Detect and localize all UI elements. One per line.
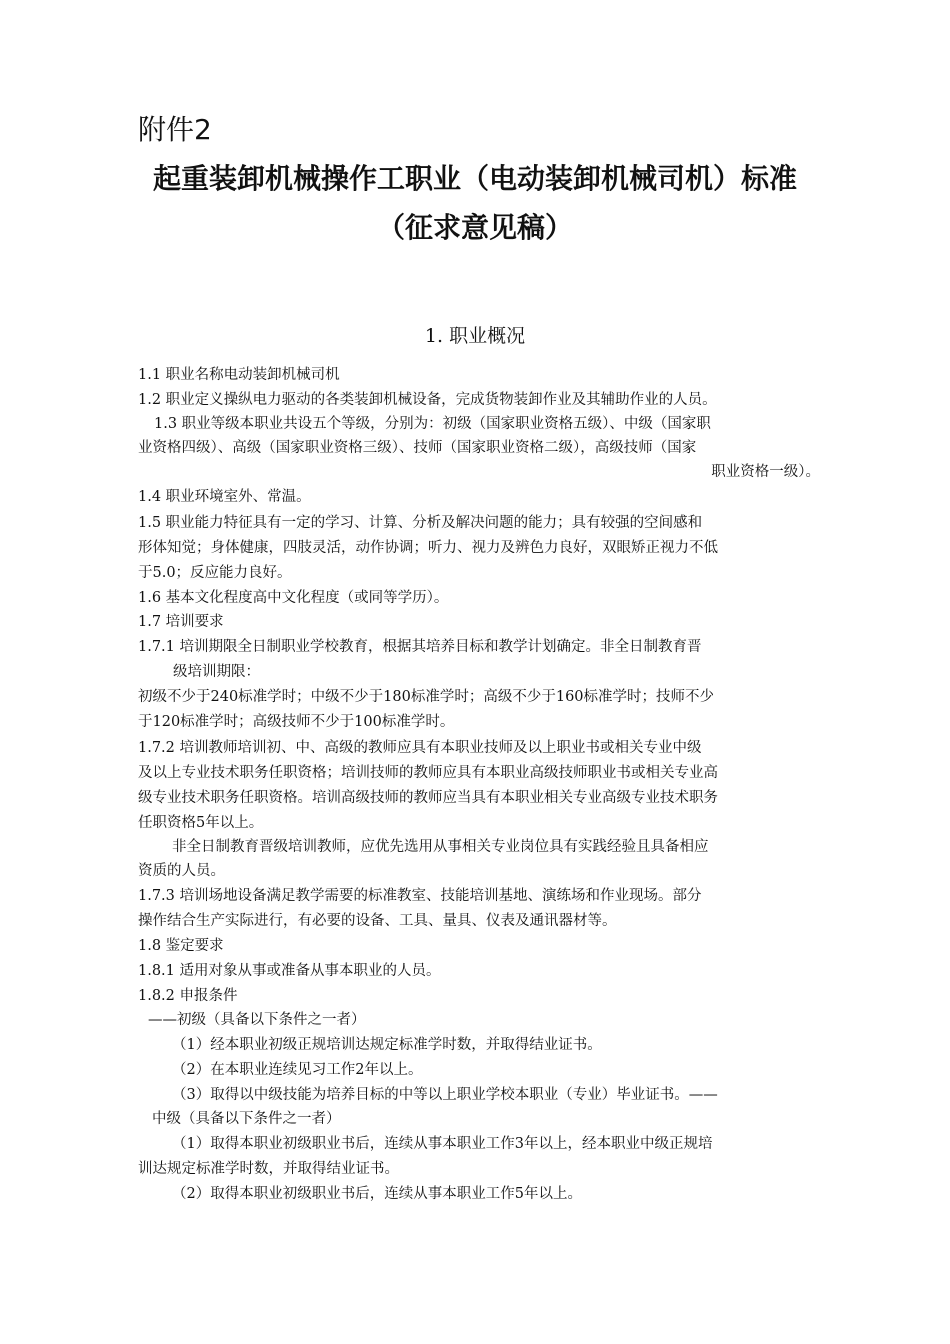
- body-line: 资质的人员。: [138, 863, 225, 879]
- body-line: 1.8.2 申报条件: [138, 988, 238, 1004]
- body-line: 中级（具备以下条件之一者）: [152, 1111, 341, 1127]
- body-line: 操作结合生产实际进行，有必要的设备、工具、量具、仪表及通讯器材等。: [138, 913, 617, 929]
- body-line: 及以上专业技术职务任职资格；培训技师的教师应具有本职业高级技师职业书或相关专业高: [138, 765, 718, 781]
- section-heading: 1. 职业概况: [424, 325, 526, 347]
- body-line: （1）经本职业初级正规培训达规定标准学时数，并取得结业证书。: [172, 1037, 602, 1053]
- body-line: 1.4 职业环境室外、常温。: [138, 489, 311, 505]
- attachment-label: 附件2: [138, 113, 212, 146]
- body-line: （1）取得本职业初级职业书后，连续从事本职业工作3年以上，经本职业中级正规培: [172, 1136, 713, 1152]
- body-line: 1.1 职业名称电动装卸机械司机: [138, 367, 340, 383]
- body-line: 1.2 职业定义操纵电力驱动的各类装卸机械设备，完成货物装卸作业及其辅助作业的人员。: [138, 392, 717, 408]
- body-line: 非全日制教育晋级培训教师，应优先选用从事相关专业岗位具有实践经验且具备相应: [172, 839, 709, 855]
- body-line: 1.7.3 培训场地设备满足教学需要的标准教室、技能培训基地、演练场和作业现场。部分: [138, 888, 702, 904]
- body-line: 1.7.1 培训期限全日制职业学校教育，根据其培养目标和教学计划确定。非全日制教育晋: [138, 639, 702, 655]
- body-line: 1.7.2 培训教师培训初、中、高级的教师应具有本职业技师及以上职业书或相关专业中级: [138, 740, 702, 756]
- body-line: 职业资格一级）。: [711, 464, 820, 480]
- body-line: 形体知觉；身体健康，四肢灵活，动作协调；听力、视力及辨色力良好，双眼矫正视力不低: [138, 540, 718, 556]
- body-line: （2）取得本职业初级职业书后，连续从事本职业工作5年以上。: [172, 1186, 582, 1202]
- body-line: 1.5 职业能力特征具有一定的学习、计算、分析及解决问题的能力；具有较强的空间感和: [138, 515, 703, 531]
- body-line: （2）在本职业连续见习工作2年以上。: [172, 1062, 423, 1078]
- document-title-line1: 起重装卸机械操作工职业（电动装卸机械司机）标准: [152, 162, 797, 195]
- body-line: 1.3 职业等级本职业共设五个等级，分别为：初级（国家职业资格五级）、中级（国家职: [154, 416, 711, 432]
- body-line: 初级不少于240标准学时；中级不少于180标准学时；高级不少于160标准学时；技师不少: [138, 689, 715, 705]
- body-line: 训达规定标准学时数，并取得结业证书。: [138, 1161, 399, 1177]
- body-line: （3）取得以中级技能为培养目标的中等以上职业学校本职业（专业）毕业证书。——: [172, 1087, 718, 1103]
- body-line: 任职资格5年以上。: [138, 815, 264, 831]
- body-line: 于120标准学时；高级技师不少于100标准学时。: [138, 714, 455, 730]
- body-line: 1.6 基本文化程度高中文化程度（或同等学历）。: [138, 590, 449, 606]
- body-line: 1.8 鉴定要求: [138, 938, 224, 954]
- body-line: 1.7 培训要求: [138, 614, 224, 630]
- body-line: 级培训期限：: [173, 664, 260, 680]
- body-line: 级专业技术职务任职资格。培训高级技师的教师应当具有本职业相关专业高级专业技术职务: [138, 790, 718, 806]
- document-title-line2: （征求意见稿）: [376, 211, 573, 244]
- body-line: 1.8.1 适用对象从事或准备从事本职业的人员。: [138, 963, 441, 979]
- body-line: 业资格四级）、高级（国家职业资格三级）、技师（国家职业资格二级），高级技师（国家: [138, 440, 697, 456]
- body-line: 于5.0；反应能力良好。: [138, 565, 292, 581]
- body-line: ——初级（具备以下条件之一者）: [148, 1012, 366, 1028]
